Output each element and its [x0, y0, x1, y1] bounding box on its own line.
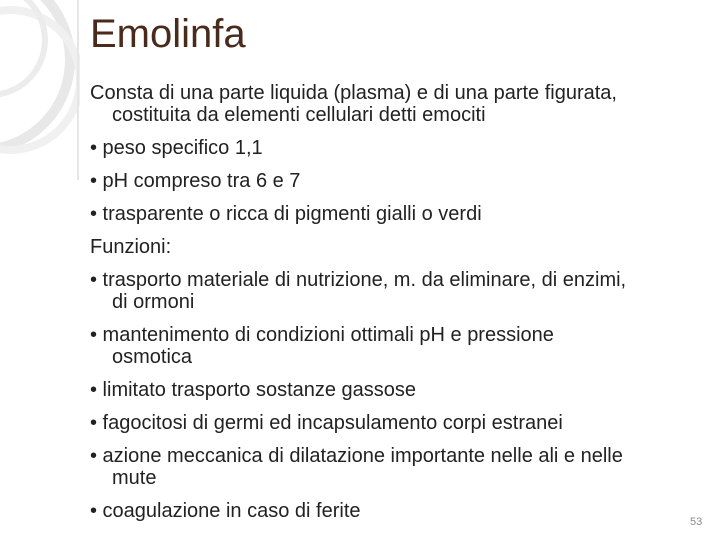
bullet-item-continuation: di ormoni [112, 291, 195, 313]
bullet-item-text: • fagocitosi di germi ed incapsulamento corpi estranei [90, 412, 563, 434]
decorative-rings-graphic [0, 0, 80, 180]
bullet-item [90, 445, 718, 489]
bullet-item-text: • mantenimento di condizioni ottimali pH e pressione [90, 324, 554, 346]
body-line-continuation: costituita da elementi cellulari detti emociti [112, 104, 486, 126]
slide-number: 53 [690, 516, 703, 528]
bullet-item [90, 269, 718, 313]
bullet-item-text: • trasparente o ricca di pigmenti gialli o verdi [90, 203, 482, 225]
section-heading-text: Funzioni: [90, 236, 172, 258]
bullet-item [90, 137, 718, 159]
bullet-item [90, 379, 718, 401]
slide-body [90, 82, 718, 533]
bullet-item-text: • coagulazione in caso di ferite [90, 500, 361, 522]
bullet-item [90, 203, 718, 225]
body-line [90, 82, 718, 126]
page-title: Emolinfa [90, 12, 246, 56]
bullet-item [90, 324, 718, 368]
bullet-item-continuation: osmotica [112, 346, 193, 368]
section-heading [90, 236, 718, 258]
body-line-text: Consta di una parte liquida (plasma) e di una parte figurata, [90, 82, 617, 104]
bullet-item [90, 500, 718, 522]
bullet-item-text: • pH compreso tra 6 e 7 [90, 170, 301, 192]
bullet-item-text: • trasporto materiale di nutrizione, m. da eliminare, di enzimi, [90, 269, 627, 291]
bullet-item-text: • azione meccanica di dilatazione importante nelle ali e nelle [90, 445, 623, 467]
bullet-item [90, 170, 718, 192]
bullet-item-continuation: mute [112, 467, 157, 489]
bullet-item-text: • peso specifico 1,1 [90, 137, 263, 159]
bullet-item [90, 412, 718, 434]
bullet-item-text: • limitato trasporto sostanze gassose [90, 379, 417, 401]
